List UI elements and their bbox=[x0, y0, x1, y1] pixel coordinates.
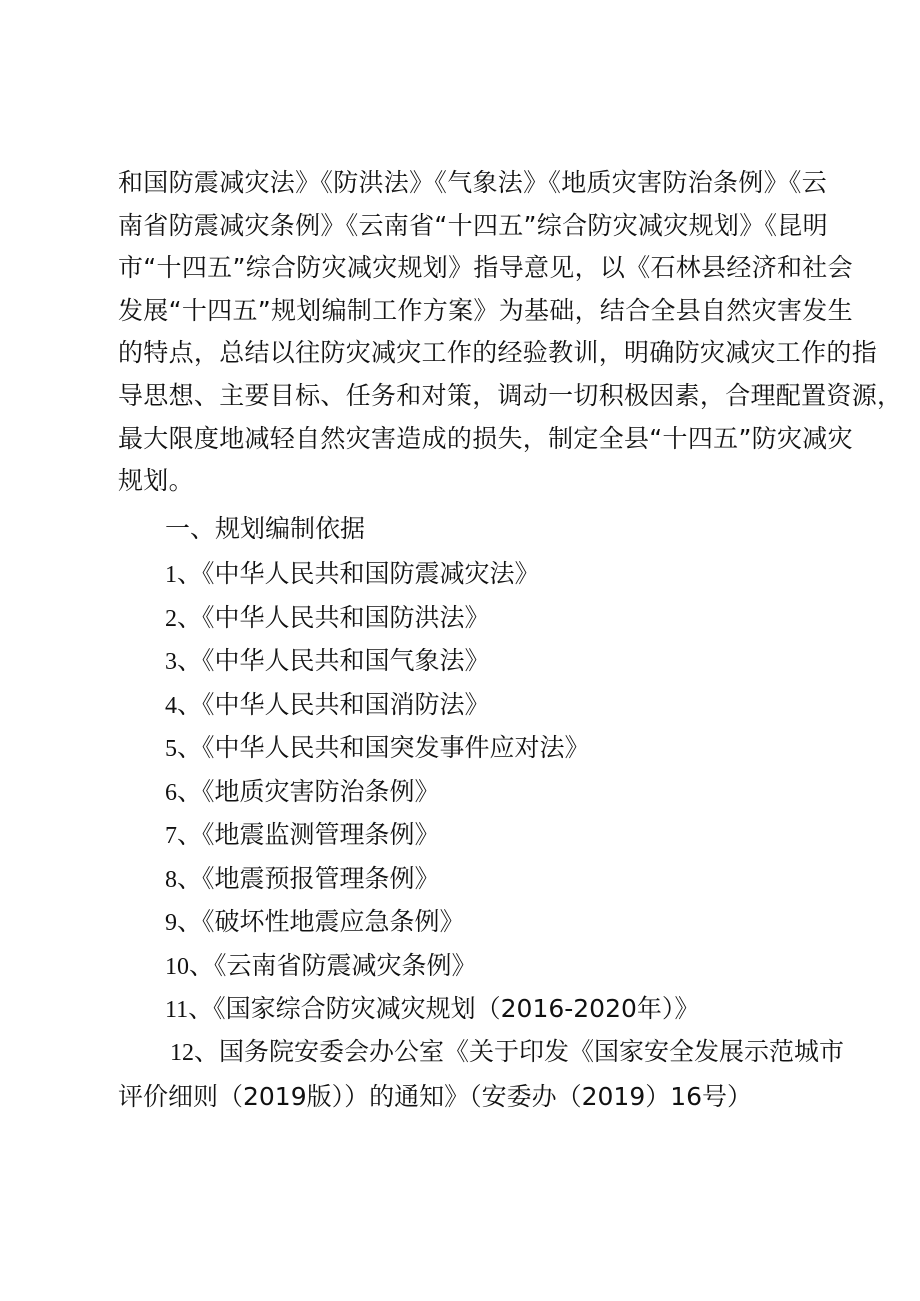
basis-item bbox=[165, 552, 825, 596]
intro-line: 发展“十四五”规划编制工作方案》为基础，结合全县自然灾害发生 bbox=[118, 295, 853, 325]
item-title: 《中华人民共和国突发事件应对法》 bbox=[202, 733, 590, 762]
item-separator: 、 bbox=[177, 559, 203, 588]
item-title: 《中华人民共和国防洪法》 bbox=[202, 602, 490, 632]
item-number: 11 bbox=[165, 997, 189, 1023]
intro-line: 南省防震减灾条例》《云南省“十四五”综合防灾减灾规划》《昆明 bbox=[118, 210, 828, 240]
item-separator: 、 bbox=[177, 820, 203, 849]
section-heading: 一、规划编制依据 bbox=[165, 514, 366, 543]
item-title: 《中华人民共和国防震减灾法》 bbox=[202, 559, 540, 588]
basis-item bbox=[165, 987, 825, 1031]
intro-line: 导思想、主要目标、任务和对策，调动一切积极因素，合理配置资源， bbox=[118, 380, 903, 410]
basis-item bbox=[165, 639, 825, 683]
basis-item bbox=[165, 857, 825, 901]
basis-item bbox=[165, 900, 825, 944]
item-title: 《地震预报管理条例》 bbox=[202, 863, 440, 893]
item-separator: 、 bbox=[177, 776, 203, 806]
intro-line: 规划。 bbox=[118, 466, 194, 496]
item-number: 8 bbox=[165, 866, 177, 893]
item-number: 5 bbox=[165, 736, 177, 762]
item-number: 12 bbox=[170, 1040, 194, 1066]
basis-item-12 bbox=[118, 1030, 845, 1118]
item-number: 1 bbox=[165, 562, 177, 588]
item-separator: 、 bbox=[177, 646, 203, 675]
item12-text-line1: 国务院安委会办公室《关于印发《国家安全发展示范城市 bbox=[219, 1037, 845, 1066]
basis-item bbox=[165, 770, 825, 814]
basis-item bbox=[165, 944, 825, 988]
item-number: 3 bbox=[165, 649, 177, 675]
item-title: 《国家综合防灾减灾规划（2016-2020年）》 bbox=[213, 994, 700, 1023]
item-number: 9 bbox=[165, 910, 177, 936]
item-separator: 、 bbox=[177, 689, 203, 719]
intro-line: 市“十四五”综合防灾减灾规划》指导意见，以《石林县经济和社会 bbox=[118, 253, 853, 283]
intro-line: 的特点，总结以往防灾减灾工作的经验教训，明确防灾减灾工作的指 bbox=[118, 338, 878, 368]
basis-item bbox=[165, 683, 825, 727]
item-number: 4 bbox=[165, 692, 177, 719]
item-separator: 、 bbox=[177, 907, 203, 936]
basis-item bbox=[165, 596, 825, 640]
item-separator: 、 bbox=[177, 733, 203, 762]
item-title: 《破坏性地震应急条例》 bbox=[202, 907, 465, 936]
basis-item bbox=[165, 726, 825, 770]
item-separator: 、 bbox=[188, 994, 214, 1023]
basis-list bbox=[165, 552, 825, 1031]
item-title: 《地质灾害防治条例》 bbox=[202, 776, 440, 806]
intro-paragraph bbox=[118, 162, 903, 503]
item-number: 7 bbox=[165, 823, 177, 849]
item-number: 10 bbox=[165, 953, 189, 980]
item-title: 《中华人民共和国气象法》 bbox=[202, 646, 490, 675]
item-separator: 、 bbox=[177, 602, 203, 632]
intro-line: 和国防震减灾法》《防洪法》《气象法》《地质灾害防治条例》《云 bbox=[118, 168, 828, 197]
item12-text-line2: 评价细则（2019版））的通知》（安委办（2019）16号） bbox=[118, 1082, 753, 1111]
intro-line: 最大限度地减轻自然灾害造成的损失，制定全县“十四五”防灾减灾 bbox=[118, 423, 853, 453]
item-separator: 、 bbox=[189, 950, 215, 980]
item-number: 2 bbox=[165, 605, 177, 632]
basis-item bbox=[165, 813, 825, 857]
item-number: 6 bbox=[165, 779, 177, 806]
item-separator: 、 bbox=[177, 863, 203, 893]
item-title: 《云南省防震减灾条例》 bbox=[214, 950, 477, 980]
item-title: 《地震监测管理条例》 bbox=[202, 820, 440, 849]
item-title: 《中华人民共和国消防法》 bbox=[202, 689, 490, 719]
item12-first-line bbox=[118, 1030, 845, 1075]
item-separator: 、 bbox=[194, 1037, 220, 1066]
